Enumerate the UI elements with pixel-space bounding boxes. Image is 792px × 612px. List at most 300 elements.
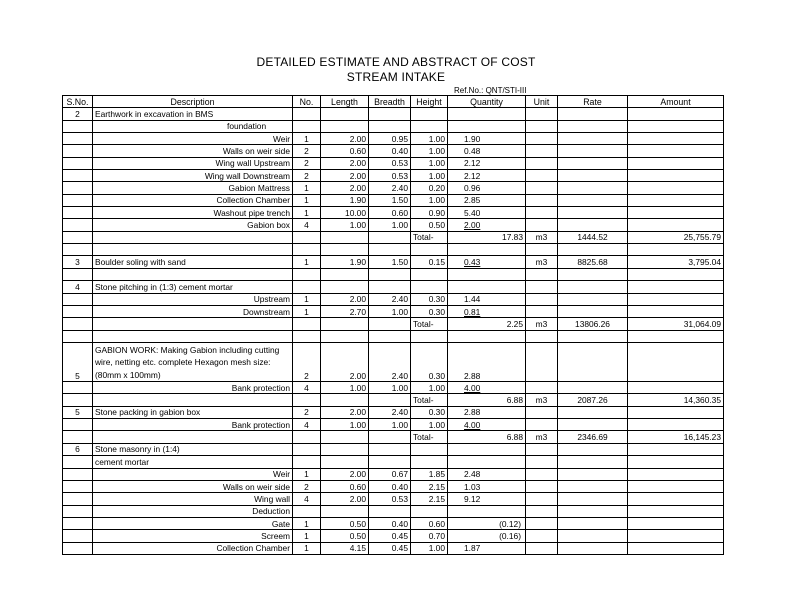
quantity-value: 0.96	[464, 183, 481, 194]
cell-rate	[558, 342, 628, 381]
cell-sno	[63, 456, 93, 468]
cell-length: 2.70	[321, 305, 369, 317]
table-header-row	[63, 96, 724, 108]
cell-length	[321, 244, 369, 256]
cell-length: 1.00	[321, 219, 369, 231]
cell-description: Gate	[93, 517, 293, 529]
cell-no: 1	[293, 468, 321, 480]
cell-rate	[558, 219, 628, 231]
cell-height	[411, 244, 448, 256]
cell-unit	[526, 530, 558, 542]
cell-amount	[628, 382, 724, 394]
cell-sno	[63, 120, 93, 132]
cell-unit	[526, 157, 558, 169]
cell-no: 1	[293, 517, 321, 529]
cell-height: 1.00	[411, 170, 448, 182]
cell-description: Walls on weir side	[93, 145, 293, 157]
column-header-breadth: Breadth	[369, 96, 411, 108]
cell-quantity	[448, 293, 526, 305]
cell-sno	[63, 145, 93, 157]
cell-rate	[558, 182, 628, 194]
cell-height: 2.15	[411, 480, 448, 492]
table-row	[63, 443, 724, 455]
cell-length: 2.00	[321, 170, 369, 182]
cell-breadth: 2.40	[369, 342, 411, 381]
cell-no	[293, 318, 321, 330]
cell-amount	[628, 281, 724, 293]
cell-sno	[63, 182, 93, 194]
cell-unit	[526, 133, 558, 145]
cell-breadth: 0.40	[369, 145, 411, 157]
table-row	[63, 517, 724, 529]
cell-length: 2.00	[321, 182, 369, 194]
cell-breadth	[369, 108, 411, 120]
document-title: DETAILED ESTIMATE AND ABSTRACT OF COST	[256, 55, 536, 69]
quantity-value: 2.88	[464, 371, 481, 382]
cell-no	[293, 268, 321, 280]
cell-rate	[558, 145, 628, 157]
cell-amount	[628, 480, 724, 492]
cell-sno	[63, 170, 93, 182]
cell-breadth: 0.60	[369, 207, 411, 219]
cell-height: 0.15	[411, 256, 448, 268]
column-header-description: Description	[93, 96, 293, 108]
cell-unit	[526, 330, 558, 342]
cell-no: 4	[293, 493, 321, 505]
cell-no	[293, 281, 321, 293]
cell-height: 0.30	[411, 293, 448, 305]
table-row	[63, 542, 724, 554]
cell-rate: 1444.52	[558, 231, 628, 243]
cell-amount	[628, 342, 724, 381]
cell-length: 0.60	[321, 480, 369, 492]
cell-unit	[526, 443, 558, 455]
cell-no: 2	[293, 406, 321, 418]
cell-rate	[558, 120, 628, 132]
quantity-value: 2.48	[464, 469, 481, 480]
cell-sno: 3	[63, 256, 93, 268]
cell-sno: 5	[63, 406, 93, 418]
cell-quantity: 6.88	[448, 431, 526, 443]
cell-quantity: 6.88	[448, 394, 526, 406]
cell-quantity	[448, 207, 526, 219]
cell-height: Total-	[411, 231, 448, 243]
cell-unit	[526, 468, 558, 480]
cell-unit	[526, 268, 558, 280]
cell-breadth: 0.45	[369, 530, 411, 542]
cell-breadth: 2.40	[369, 293, 411, 305]
cell-sno	[63, 318, 93, 330]
cell-breadth	[369, 244, 411, 256]
cell-unit: m3	[526, 318, 558, 330]
cell-description	[93, 394, 293, 406]
cell-no: 1	[293, 530, 321, 542]
cell-sno: 5	[63, 342, 93, 381]
cell-quantity	[448, 133, 526, 145]
cell-unit	[526, 419, 558, 431]
cell-length: 2.00	[321, 468, 369, 480]
cell-amount	[628, 505, 724, 517]
cell-sno	[63, 394, 93, 406]
cell-sno	[63, 493, 93, 505]
cell-rate	[558, 382, 628, 394]
cell-sno	[63, 468, 93, 480]
cell-description: Bank protection	[93, 382, 293, 394]
cell-rate	[558, 170, 628, 182]
cell-description	[93, 330, 293, 342]
cell-breadth	[369, 394, 411, 406]
cell-quantity	[448, 145, 526, 157]
cell-rate	[558, 281, 628, 293]
cell-height	[411, 456, 448, 468]
table-row	[63, 419, 724, 431]
column-header-length: Length	[321, 96, 369, 108]
cell-amount	[628, 170, 724, 182]
cell-breadth	[369, 505, 411, 517]
cell-description: Earthwork in excavation in BMS	[93, 108, 293, 120]
cell-length: 10.00	[321, 207, 369, 219]
column-header-sno: S.No.	[63, 96, 93, 108]
cell-rate: 13806.26	[558, 318, 628, 330]
cell-amount	[628, 219, 724, 231]
cell-length	[321, 456, 369, 468]
table-row	[63, 330, 724, 342]
cell-length	[321, 505, 369, 517]
cell-quantity	[448, 219, 526, 231]
column-header-rate: Rate	[558, 96, 628, 108]
cell-amount	[628, 330, 724, 342]
cell-amount	[628, 133, 724, 145]
cell-quantity	[448, 120, 526, 132]
quantity-value: 5.40	[464, 207, 481, 218]
cell-unit	[526, 382, 558, 394]
cell-breadth: 0.67	[369, 468, 411, 480]
cell-description: Weir	[93, 468, 293, 480]
cell-description: Upstream	[93, 293, 293, 305]
cell-amount	[628, 207, 724, 219]
cell-length	[321, 330, 369, 342]
cell-rate	[558, 330, 628, 342]
table-row	[63, 108, 724, 120]
cell-rate	[558, 419, 628, 431]
cell-quantity	[448, 157, 526, 169]
cell-height	[411, 443, 448, 455]
cell-breadth: 1.00	[369, 382, 411, 394]
cell-no: 1	[293, 207, 321, 219]
table-row	[63, 268, 724, 280]
cell-no: 1	[293, 133, 321, 145]
cell-length	[321, 120, 369, 132]
cell-amount	[628, 419, 724, 431]
table-row	[63, 406, 724, 418]
cell-unit	[526, 281, 558, 293]
cell-no: 2	[293, 342, 321, 381]
cell-quantity: (0.12)	[448, 517, 526, 529]
cell-quantity	[448, 468, 526, 480]
cell-no	[293, 394, 321, 406]
cell-height: Total-	[411, 318, 448, 330]
cell-sno	[63, 382, 93, 394]
table-row	[63, 468, 724, 480]
cell-quantity	[448, 108, 526, 120]
table-row	[63, 219, 724, 231]
cell-height: Total-	[411, 394, 448, 406]
table-row	[63, 281, 724, 293]
cell-height	[411, 505, 448, 517]
quantity-value: 2.12	[464, 170, 481, 181]
cell-unit	[526, 542, 558, 554]
cell-no: 1	[293, 305, 321, 317]
cell-no	[293, 231, 321, 243]
quantity-value: 2.12	[464, 158, 481, 169]
cell-height: 1.00	[411, 133, 448, 145]
cell-description: Stone masonry in (1:4)	[93, 443, 293, 455]
cell-sno: 6	[63, 443, 93, 455]
cell-no	[293, 443, 321, 455]
cell-amount	[628, 120, 724, 132]
cell-length: 2.00	[321, 406, 369, 418]
cell-breadth: 2.40	[369, 406, 411, 418]
cell-sno: 2	[63, 108, 93, 120]
cell-description	[93, 318, 293, 330]
cell-description: Wing wall Downstream	[93, 170, 293, 182]
cell-quantity	[448, 330, 526, 342]
cell-sno	[63, 517, 93, 529]
cell-height: 0.60	[411, 517, 448, 529]
cell-rate	[558, 468, 628, 480]
cell-no	[293, 431, 321, 443]
cell-height: 0.90	[411, 207, 448, 219]
table-row	[63, 120, 724, 132]
cell-rate: 8825.68	[558, 256, 628, 268]
table-row	[63, 382, 724, 394]
cell-amount	[628, 493, 724, 505]
cell-no	[293, 505, 321, 517]
cell-breadth: 1.50	[369, 256, 411, 268]
cell-length	[321, 394, 369, 406]
cell-rate: 2087.26	[558, 394, 628, 406]
cell-rate	[558, 108, 628, 120]
cell-quantity: 17.83	[448, 231, 526, 243]
cell-length	[321, 268, 369, 280]
table-row	[63, 182, 724, 194]
cell-description: cement mortar	[93, 456, 293, 468]
cell-unit	[526, 293, 558, 305]
cell-amount	[628, 468, 724, 480]
cell-breadth	[369, 231, 411, 243]
cell-length: 1.00	[321, 382, 369, 394]
cell-length	[321, 318, 369, 330]
cell-height	[411, 120, 448, 132]
cell-amount	[628, 157, 724, 169]
cell-no: 1	[293, 182, 321, 194]
cell-unit	[526, 145, 558, 157]
cell-description: foundation	[93, 120, 293, 132]
cell-sno	[63, 244, 93, 256]
cell-no: 4	[293, 219, 321, 231]
cell-sno	[63, 542, 93, 554]
table-row	[63, 256, 724, 268]
cell-unit	[526, 505, 558, 517]
table-row	[63, 530, 724, 542]
cell-rate	[558, 505, 628, 517]
cell-amount	[628, 268, 724, 280]
cell-sno	[63, 330, 93, 342]
cell-description: Downstream	[93, 305, 293, 317]
cell-length: 2.00	[321, 342, 369, 381]
quantity-value: 4.00	[464, 419, 481, 430]
cell-amount	[628, 305, 724, 317]
quantity-value: 9.12	[464, 493, 481, 504]
cell-quantity	[448, 493, 526, 505]
cell-height: 0.50	[411, 219, 448, 231]
table-row	[63, 293, 724, 305]
cell-amount: 25,755.79	[628, 231, 724, 243]
cell-rate	[558, 194, 628, 206]
cell-breadth: 1.00	[369, 419, 411, 431]
cell-rate	[558, 305, 628, 317]
cell-unit	[526, 493, 558, 505]
cell-unit	[526, 182, 558, 194]
cell-height: Total-	[411, 431, 448, 443]
cell-length: 2.00	[321, 493, 369, 505]
cell-amount	[628, 293, 724, 305]
cell-amount	[628, 456, 724, 468]
document-subtitle: STREAM INTAKE	[346, 70, 446, 84]
cell-sno	[63, 231, 93, 243]
cell-sno	[63, 419, 93, 431]
cell-quantity: (0.16)	[448, 530, 526, 542]
cell-unit	[526, 406, 558, 418]
cell-length: 1.90	[321, 256, 369, 268]
cell-rate	[558, 207, 628, 219]
column-header-amount: Amount	[628, 96, 724, 108]
cell-quantity	[448, 256, 526, 268]
cell-no: 1	[293, 542, 321, 554]
cell-height: 0.30	[411, 342, 448, 381]
cell-amount	[628, 145, 724, 157]
cell-length: 0.50	[321, 530, 369, 542]
cell-quantity	[448, 419, 526, 431]
cell-description: Boulder soling with sand	[93, 256, 293, 268]
cell-quantity	[448, 342, 526, 381]
cell-quantity	[448, 382, 526, 394]
cell-quantity	[448, 480, 526, 492]
column-header-unit: Unit	[526, 96, 558, 108]
cell-unit	[526, 305, 558, 317]
cell-no: 2	[293, 480, 321, 492]
table-row	[63, 456, 724, 468]
cell-rate	[558, 157, 628, 169]
cell-description: Gabion box	[93, 219, 293, 231]
cell-unit	[526, 480, 558, 492]
cell-description: Collection Chamber	[93, 194, 293, 206]
cell-description: Walls on weir side	[93, 480, 293, 492]
cell-sno	[63, 431, 93, 443]
cell-rate	[558, 268, 628, 280]
cell-rate	[558, 480, 628, 492]
cell-length: 2.00	[321, 133, 369, 145]
cell-amount	[628, 108, 724, 120]
cell-amount: 16,145.23	[628, 431, 724, 443]
cell-no: 2	[293, 145, 321, 157]
cell-unit	[526, 207, 558, 219]
cell-height: 1.00	[411, 382, 448, 394]
table-row	[63, 431, 724, 443]
cell-amount	[628, 530, 724, 542]
cell-no: 1	[293, 194, 321, 206]
cell-breadth: 0.40	[369, 480, 411, 492]
estimate-table	[62, 95, 724, 555]
table-row	[63, 394, 724, 406]
cell-quantity	[448, 268, 526, 280]
cell-height: 1.00	[411, 145, 448, 157]
cell-no: 4	[293, 382, 321, 394]
cell-no: 2	[293, 170, 321, 182]
cell-sno	[63, 219, 93, 231]
cell-height: 2.15	[411, 493, 448, 505]
cell-no	[293, 456, 321, 468]
cell-description: Washout pipe trench	[93, 207, 293, 219]
cell-height: 1.00	[411, 194, 448, 206]
quantity-value: 1.90	[464, 133, 481, 144]
table-row	[63, 244, 724, 256]
quantity-value: 0.81	[464, 306, 481, 317]
cell-length: 2.00	[321, 157, 369, 169]
cell-unit	[526, 244, 558, 256]
cell-quantity	[448, 182, 526, 194]
cell-quantity: 2.25	[448, 318, 526, 330]
cell-unit	[526, 194, 558, 206]
table-row	[63, 493, 724, 505]
cell-no: 2	[293, 157, 321, 169]
cell-no	[293, 120, 321, 132]
table-row	[63, 342, 724, 381]
cell-amount	[628, 182, 724, 194]
cell-height	[411, 108, 448, 120]
table-body	[63, 108, 724, 555]
cell-sno	[63, 207, 93, 219]
cell-quantity	[448, 244, 526, 256]
quantity-value: 1.44	[464, 294, 481, 305]
cell-quantity	[448, 281, 526, 293]
cell-sno	[63, 133, 93, 145]
cell-breadth: 2.40	[369, 182, 411, 194]
cell-unit	[526, 456, 558, 468]
cell-height: 0.20	[411, 182, 448, 194]
cell-rate	[558, 133, 628, 145]
cell-description: GABION WORK: Making Gabion including cutting wire, netting etc. complete Hexagon mesh size: (80mm x 100mm)	[93, 342, 293, 381]
cell-quantity	[448, 194, 526, 206]
cell-unit	[526, 342, 558, 381]
cell-no	[293, 244, 321, 256]
cell-quantity	[448, 170, 526, 182]
cell-height	[411, 268, 448, 280]
cell-description	[93, 231, 293, 243]
cell-unit	[526, 219, 558, 231]
cell-height: 0.70	[411, 530, 448, 542]
cell-description: Deduction	[93, 505, 293, 517]
cell-breadth	[369, 456, 411, 468]
cell-rate	[558, 542, 628, 554]
cell-sno	[63, 530, 93, 542]
reference-number: Ref.No.: QNT/STI-III	[454, 86, 527, 95]
cell-unit: m3	[526, 431, 558, 443]
cell-description: Collection Chamber	[93, 542, 293, 554]
table-row	[63, 170, 724, 182]
cell-breadth: 1.00	[369, 305, 411, 317]
cell-description	[93, 244, 293, 256]
